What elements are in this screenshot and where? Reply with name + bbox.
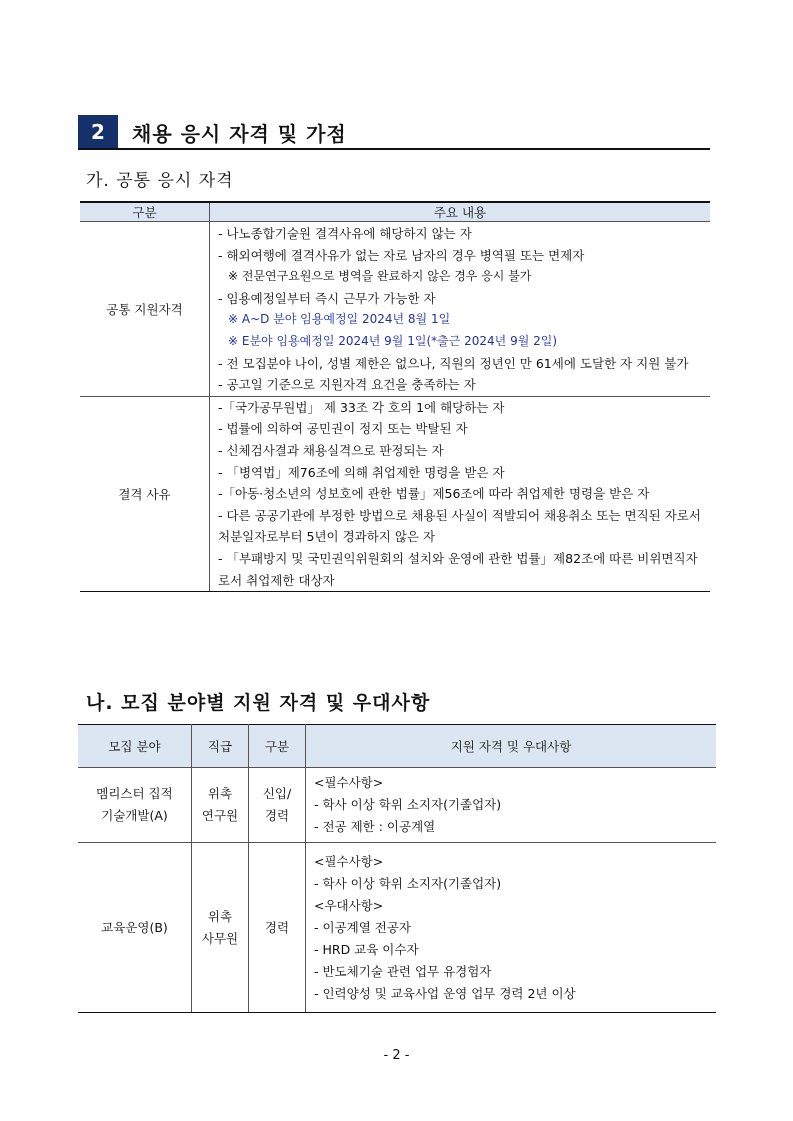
list-item: - 법률에 의하여 공민권이 정지 또는 박탈된 자: [218, 421, 468, 437]
type-text: 경력: [264, 808, 290, 823]
page-number: - 2 -: [383, 1048, 410, 1063]
qualification-cell: [306, 843, 717, 1013]
field-qualification-table: [78, 724, 716, 1013]
table-header-row: [78, 725, 716, 768]
note-item: ※ E분야 임용예정일 2024년 9월 1일(*출근 2024년 9월 2일): [228, 333, 558, 348]
row-content: [210, 222, 711, 397]
list-item: - 해외여행에 결격사유가 없는 자로 남자의 경우 병역필 또는 면제자: [218, 247, 585, 263]
header-rank: 직급: [192, 725, 249, 768]
list-item: - 공고일 기준으로 지원자격 요건을 충족하는 자: [218, 377, 476, 393]
type-cell: [249, 768, 306, 843]
list-item: <필수사항>: [314, 853, 384, 869]
table-row: [80, 222, 710, 397]
field-text: 교육운영(B): [101, 919, 168, 935]
table-row: [78, 843, 716, 1013]
rank-text: 위촉: [207, 908, 233, 924]
rank-text: 위촉: [207, 786, 233, 801]
header-field: 모집 분야: [78, 725, 192, 768]
row-category: 결격 사유: [80, 396, 210, 591]
header-type: 구분: [249, 725, 306, 768]
header-qualification: 지원 자격 및 우대사항: [306, 725, 717, 768]
list-item: <우대사항>: [314, 897, 384, 913]
list-item: - 학사 이상 학위 소지자(기졸업자): [314, 875, 502, 891]
type-text: 신입/: [262, 786, 292, 801]
list-item: -「아동·청소년의 성보호에 관한 법률」제56조에 따라 취업제한 명령을 받은 자: [218, 486, 650, 502]
table-row: [78, 768, 716, 843]
section-divider: [78, 148, 710, 150]
list-item: - 「병역법」제76조에 의해 취업제한 명령을 받은 자: [218, 464, 505, 480]
list-item: - 반도체기술 관련 업무 유경험자: [314, 963, 492, 979]
section-title: 채용 응시 자격 및 가점: [132, 122, 347, 146]
list-item: - 이공계열 전공자: [314, 919, 411, 935]
list-item: - 「부패방지 및 국민권익위원회의 설치와 운영에 관한 법률」제82조에 따른 비위면직자로서 취업제한 대상자: [218, 550, 698, 588]
rank-cell: [192, 843, 249, 1013]
row-content: [210, 396, 711, 591]
header-content: 주요 내용: [210, 202, 711, 222]
note-item: ※ 전문연구요원으로 병역을 완료하지 않은 경우 응시 불가: [228, 269, 532, 284]
section-header: [78, 115, 710, 148]
row-category: 공통 지원자격: [80, 222, 210, 397]
part-b-title: 나. 모집 분야별 지원 자격 및 우대사항: [86, 692, 431, 714]
type-text: 경력: [264, 919, 290, 935]
common-qualification-table: [80, 201, 710, 592]
list-item: <필수사항>: [314, 775, 384, 790]
field-cell: [78, 768, 192, 843]
part-a-title: 가. 공통 응시 자격: [86, 171, 234, 191]
rank-cell: [192, 768, 249, 843]
field-cell: [78, 843, 192, 1013]
section-number: 2: [78, 115, 118, 148]
field-text: 기술개발(A): [101, 808, 168, 823]
list-item: - 학사 이상 학위 소지자(기졸업자): [314, 797, 502, 812]
qualification-cell: [306, 768, 717, 843]
list-item: - 전 모집분야 나이, 성별 제한은 없으나, 직원의 정년인 만 61세에 도달한 자 지원 불가: [218, 355, 689, 371]
field-text: 멤리스터 집적: [96, 786, 173, 801]
rank-text: 사무원: [201, 930, 239, 946]
table-header-row: [80, 202, 710, 222]
list-item: - 인력양성 및 교육사업 운영 업무 경력 2년 이상: [314, 985, 576, 1001]
list-item: - 신체검사결과 채용실격으로 판정되는 자: [218, 442, 444, 458]
list-item: - 임용예정일부터 즉시 근무가 가능한 자: [218, 290, 436, 306]
list-item: - HRD 교육 이수자: [314, 941, 419, 957]
list-item: -「국가공무원법」 제 33조 각 호의 1에 해당하는 자: [218, 399, 505, 415]
rank-text: 연구원: [201, 808, 239, 823]
table-row: [80, 396, 710, 591]
header-category: 구분: [80, 202, 210, 222]
type-cell: [249, 843, 306, 1013]
list-item: - 나노종합기술원 결격사유에 해당하지 않는 자: [218, 226, 472, 241]
list-item: - 다른 공공기관에 부정한 방법으로 채용된 사실이 적발되어 채용취소 또는 면직된 자로서 처분일자로부터 5년이 경과하지 않은 자: [218, 507, 701, 545]
list-item: - 전공 제한 : 이공계열: [314, 819, 436, 834]
note-item: ※ A~D 분야 임용예정일 2024년 8월 1일: [228, 312, 451, 327]
